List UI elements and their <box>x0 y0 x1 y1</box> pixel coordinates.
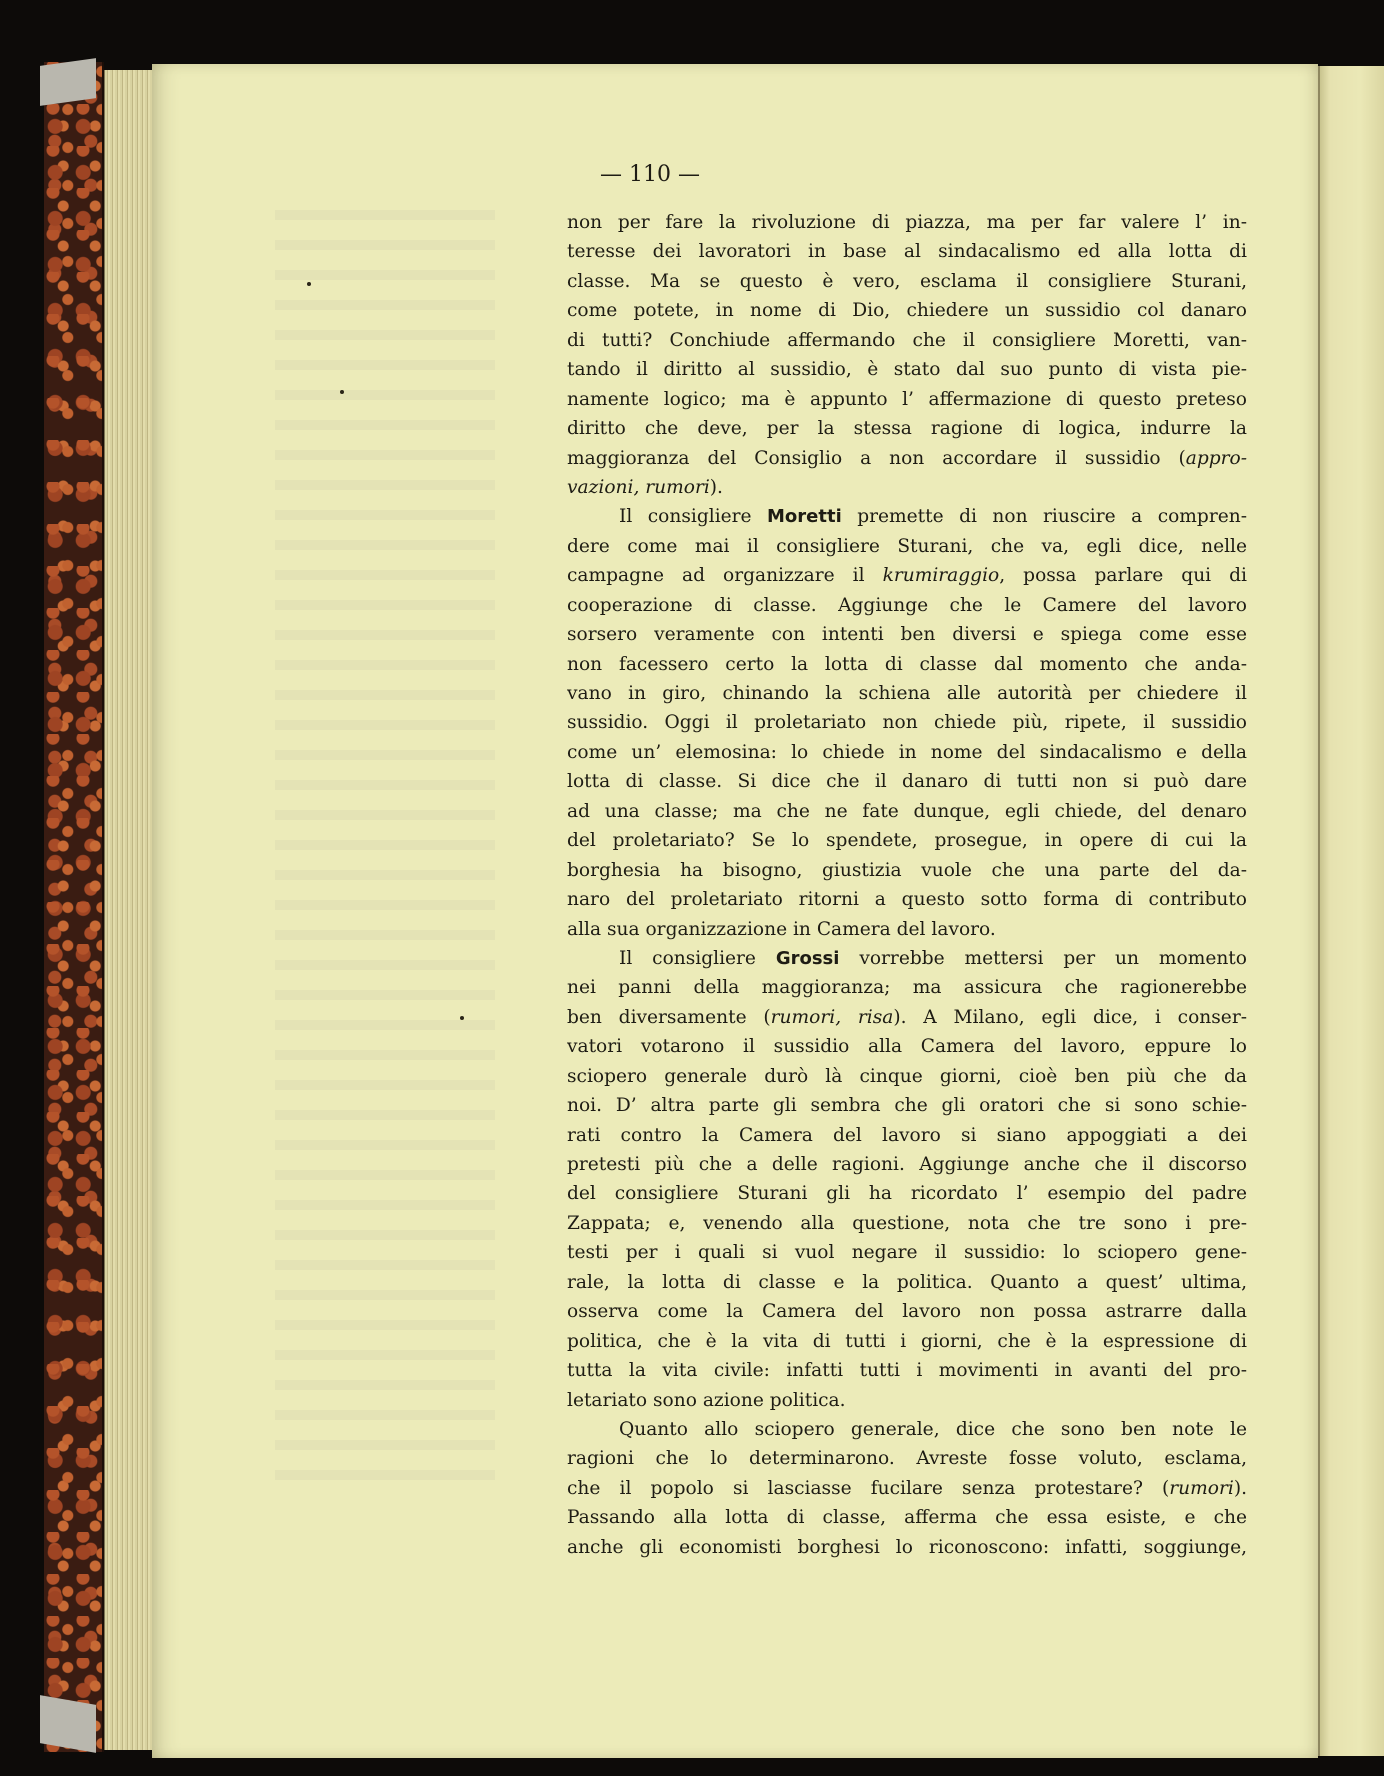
text-segment: campagne ad organizzare il <box>567 565 883 587</box>
italic-segment: rumori, risa <box>770 1006 894 1028</box>
text-line <box>567 444 1247 473</box>
text-line: tutta la vita civile: infatti tutti i movimenti in avanti del pro- <box>567 1360 1247 1382</box>
text-segment: maggioranza del Consiglio a non accordare il sussidio ( <box>567 447 1186 469</box>
text-line: Quanto allo sciopero generale, dice che sono ben note le <box>619 1418 1247 1440</box>
text-line: teresse dei lavoratori in base al sindacalismo ed alla lotta di <box>567 241 1247 263</box>
speaker-name: Grossi <box>775 947 840 969</box>
text-segment: ben diversamente ( <box>567 1006 771 1028</box>
text-line: naro del proletariato ritorni a questo sotto forma di contributo <box>567 889 1247 911</box>
text-line: pretesti più che a delle ragioni. Aggiunge anche che il discorso <box>567 1154 1247 1175</box>
text-segment: Il consigliere <box>619 506 768 528</box>
text-line: letariato sono azione politica. <box>567 1389 846 1411</box>
text-line: di tutti? Conchiude affermando che il consigliere Moretti, van- <box>567 329 1247 351</box>
text-line: come potete, in nome di Dio, chiedere un sussidio col danaro <box>567 300 1247 322</box>
text-line: dere come mai il consigliere Sturani, che va, egli dice, nelle <box>567 535 1247 557</box>
italic-segment: rumori <box>1169 1477 1234 1499</box>
text-line <box>567 1474 1247 1503</box>
text-line: diritto che deve, per la stessa ragione di logica, indurre la <box>567 418 1247 440</box>
text-line: Zappata; e, venendo alla questione, nota che tre sono i pre- <box>567 1212 1247 1234</box>
text-segment: ). A Milano, egli dice, i conser- <box>893 1006 1247 1028</box>
text-line: noi. D’ altra parte gli sembra che gli oratori che si sono schie- <box>567 1095 1247 1117</box>
text-line: ragioni che lo determinarono. Avreste fosse voluto, esclama, <box>567 1448 1247 1470</box>
marbled-cover <box>44 62 104 1752</box>
ink-speck <box>460 1016 464 1020</box>
text-line: come un’ elemosina: lo chiede in nome del sindacalismo e della <box>567 741 1247 763</box>
text-segment: che il popolo si lasciasse fucilare senza protestare? ( <box>567 1477 1170 1499</box>
italic-segment: appro- <box>1185 447 1247 469</box>
speaker-name: Moretti <box>767 506 842 528</box>
text-line: borghesia ha bisogno, giustizia vuole che una parte del da- <box>567 859 1247 881</box>
body-text <box>567 208 1247 1562</box>
ink-speck <box>340 390 344 394</box>
text-line: vatori votarono il sussidio alla Camera del lavoro, eppure lo <box>567 1036 1247 1058</box>
text-segment: ). <box>709 476 723 498</box>
italic-segment: krumiraggio <box>882 565 1000 587</box>
text-segment: ). <box>1233 1477 1247 1499</box>
text-line: politica, che è la vita di tutti i giorni, che è la espressione di <box>567 1330 1247 1352</box>
text-line: Passando alla lotta di classe, afferma che essa esiste, e che <box>567 1507 1247 1529</box>
text-line <box>567 473 1247 502</box>
text-line: rati contro la Camera del lavoro si siano appoggiati a dei <box>567 1124 1247 1146</box>
text-segment: vorrebbe mettersi per un momento <box>839 947 1247 969</box>
text-line: classe. Ma se questo è vero, esclama il consigliere Sturani, <box>567 270 1247 292</box>
text-line <box>567 502 1247 531</box>
text-line: osserva come la Camera del lavoro non possa astrarre dalla <box>567 1301 1247 1323</box>
text-line: non facessero certo la lotta di classe dal momento che anda- <box>567 653 1247 675</box>
text-line: tando il diritto al sussidio, è stato dal suo punto di vista pie- <box>567 359 1247 381</box>
text-line: non per fare la rivoluzione di piazza, ma per far valere l’ in- <box>567 212 1247 233</box>
ink-speck <box>307 282 311 286</box>
text-line: anche gli economisti borghesi lo riconoscono: infatti, soggiunge, <box>567 1536 1247 1558</box>
text-line: sciopero generale durò là cinque giorni, cioè ben più che da <box>567 1065 1247 1087</box>
text-line: del proletariato? Se lo spendete, prosegue, in opere di cui la <box>567 830 1247 852</box>
cover-corner-bottom <box>40 1695 96 1753</box>
page-edges <box>104 70 153 1750</box>
text-segment: Il consigliere <box>619 947 776 969</box>
text-line: namente logico; ma è appunto l’ affermazione di questo preteso <box>567 388 1247 410</box>
bleed-through-text <box>275 210 495 1500</box>
text-segment: , possa parlare qui di <box>999 565 1247 587</box>
text-line: cooperazione di classe. Aggiunge che le Camere del lavoro <box>567 594 1247 616</box>
italic-segment: vazioni, rumori <box>567 476 710 498</box>
text-line: del consigliere Sturani gli ha ricordato l’ esempio del padre <box>567 1183 1247 1205</box>
text-line: vano in giro, chinando la schiena alle autorità per chiedere il <box>567 683 1247 704</box>
text-line: alla sua organizzazione in Camera del lavoro. <box>567 918 996 940</box>
text-line <box>567 561 1247 590</box>
text-line: sussidio. Oggi il proletariato non chiede più, ripete, il sussidio <box>567 712 1247 734</box>
text-line: testi per i quali si vuol negare il sussidio: lo sciopero gene- <box>567 1242 1247 1264</box>
text-line: lotta di classe. Si dice che il danaro di tutti non si può dare <box>567 771 1247 793</box>
text-line: nei panni della maggioranza; ma assicura che ragionerebbe <box>567 977 1247 999</box>
text-line <box>567 1003 1247 1032</box>
page-number: — 110 — <box>600 162 700 187</box>
text-segment: premette di non riuscire a compren- <box>841 506 1247 528</box>
text-line: sorsero veramente con intenti ben diversi e spiega come esse <box>567 624 1247 646</box>
next-page-edge <box>1318 66 1384 1756</box>
text-line <box>567 944 1247 973</box>
text-line: rale, la lotta di classe e la politica. Quanto a quest’ ultima, <box>567 1271 1247 1293</box>
cover-corner-top <box>40 58 96 106</box>
text-line: ad una classe; ma che ne fate dunque, egli chiede, del denaro <box>567 800 1247 822</box>
